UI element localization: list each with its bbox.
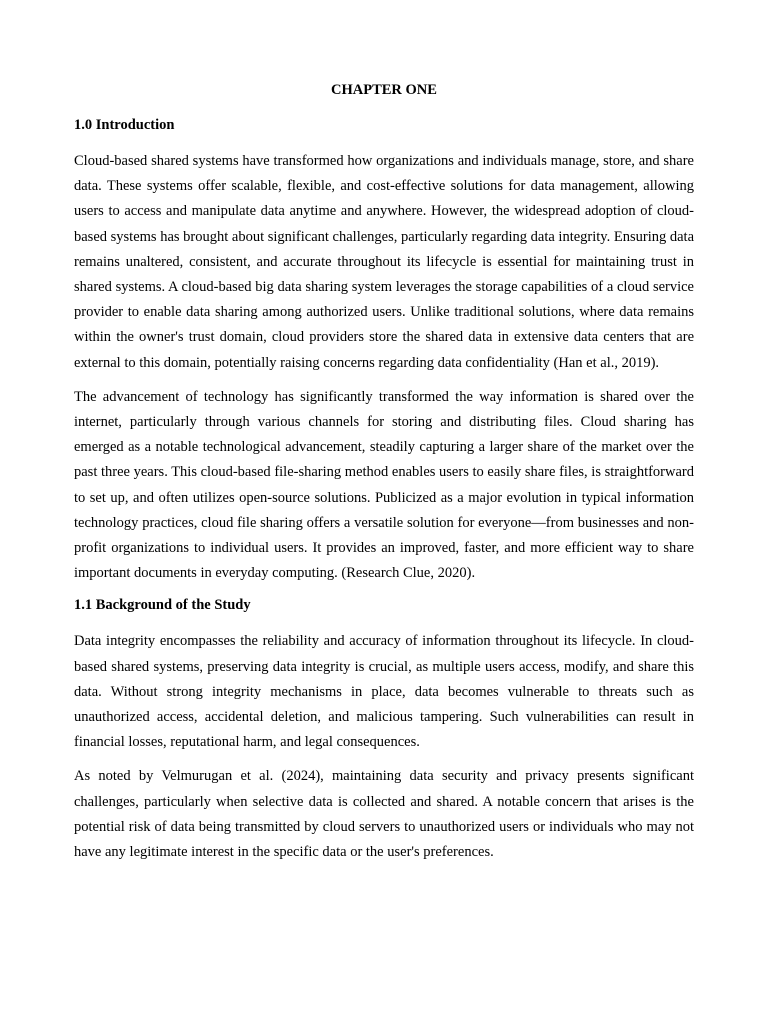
document-page <box>74 80 694 874</box>
section-heading-introduction: 1.0 Introduction <box>74 117 175 133</box>
paragraph: As noted by Velmurugan et al. (2024), maintaining data security and privacy presents significant challenges, particularly when selective data is collected and shared. A notable concern that arises is the potential risk of data being transmitted by cloud servers to unauthorized users or individuals who may not have any legitimate interest in the specific data or the user's preferences. <box>74 768 694 861</box>
chapter-title: CHAPTER ONE <box>331 82 437 98</box>
paragraph: Data integrity encompasses the reliability and accuracy of information throughout its lifecycle. In cloud-based shared systems, preserving data integrity is crucial, as multiple users access, modify, and share this data. Without strong integrity mechanisms in place, data becomes vulnerable to threats such as unauthorized access, accidental deletion, and malicious tampering. Such vulnerabilities can result in financial losses, reputational harm, and legal consequences. <box>74 633 694 751</box>
paragraph: The advancement of technology has significantly transformed the way information is shared over the internet, particularly through various channels for storing and distributing files. Cloud sharing has emerged as a notable technological advancement, steadily capturing a larger share of the market over the past three years. This cloud-based file-sharing method enables users to easily share files, is straightforward to set up, and often utilizes open-source solutions. Publicized as a major evolution in typical information technology practices, cloud file sharing offers a versatile solution for everyone—from businesses and non-profit organizations to individual users. It provides an improved, faster, and more efficient way to share important documents in everyday computing. (Research Clue, 2020). <box>74 388 694 582</box>
section-heading-background: 1.1 Background of the Study <box>74 597 251 614</box>
paragraph: Cloud-based shared systems have transformed how organizations and individuals manage, store, and share data. These systems offer scalable, flexible, and cost-effective solutions for data management, allowing users to access and manipulate data anytime and anywhere. However, the widespread adoption of cloud-based systems has brought about significant challenges, particularly regarding data integrity. Ensuring data remains unaltered, consistent, and accurate throughout its lifecycle is essential for maintaining trust in shared systems. A cloud-based big data sharing system leverages the storage capabilities of a cloud service provider to enable data sharing among authorized users. Unlike traditional solutions, where data remains within the owner's trust domain, cloud providers store the shared data in extensive data centers that are external to this domain, potentially raising concerns regarding data confidentiality (Han et al., 2019). <box>74 153 694 371</box>
